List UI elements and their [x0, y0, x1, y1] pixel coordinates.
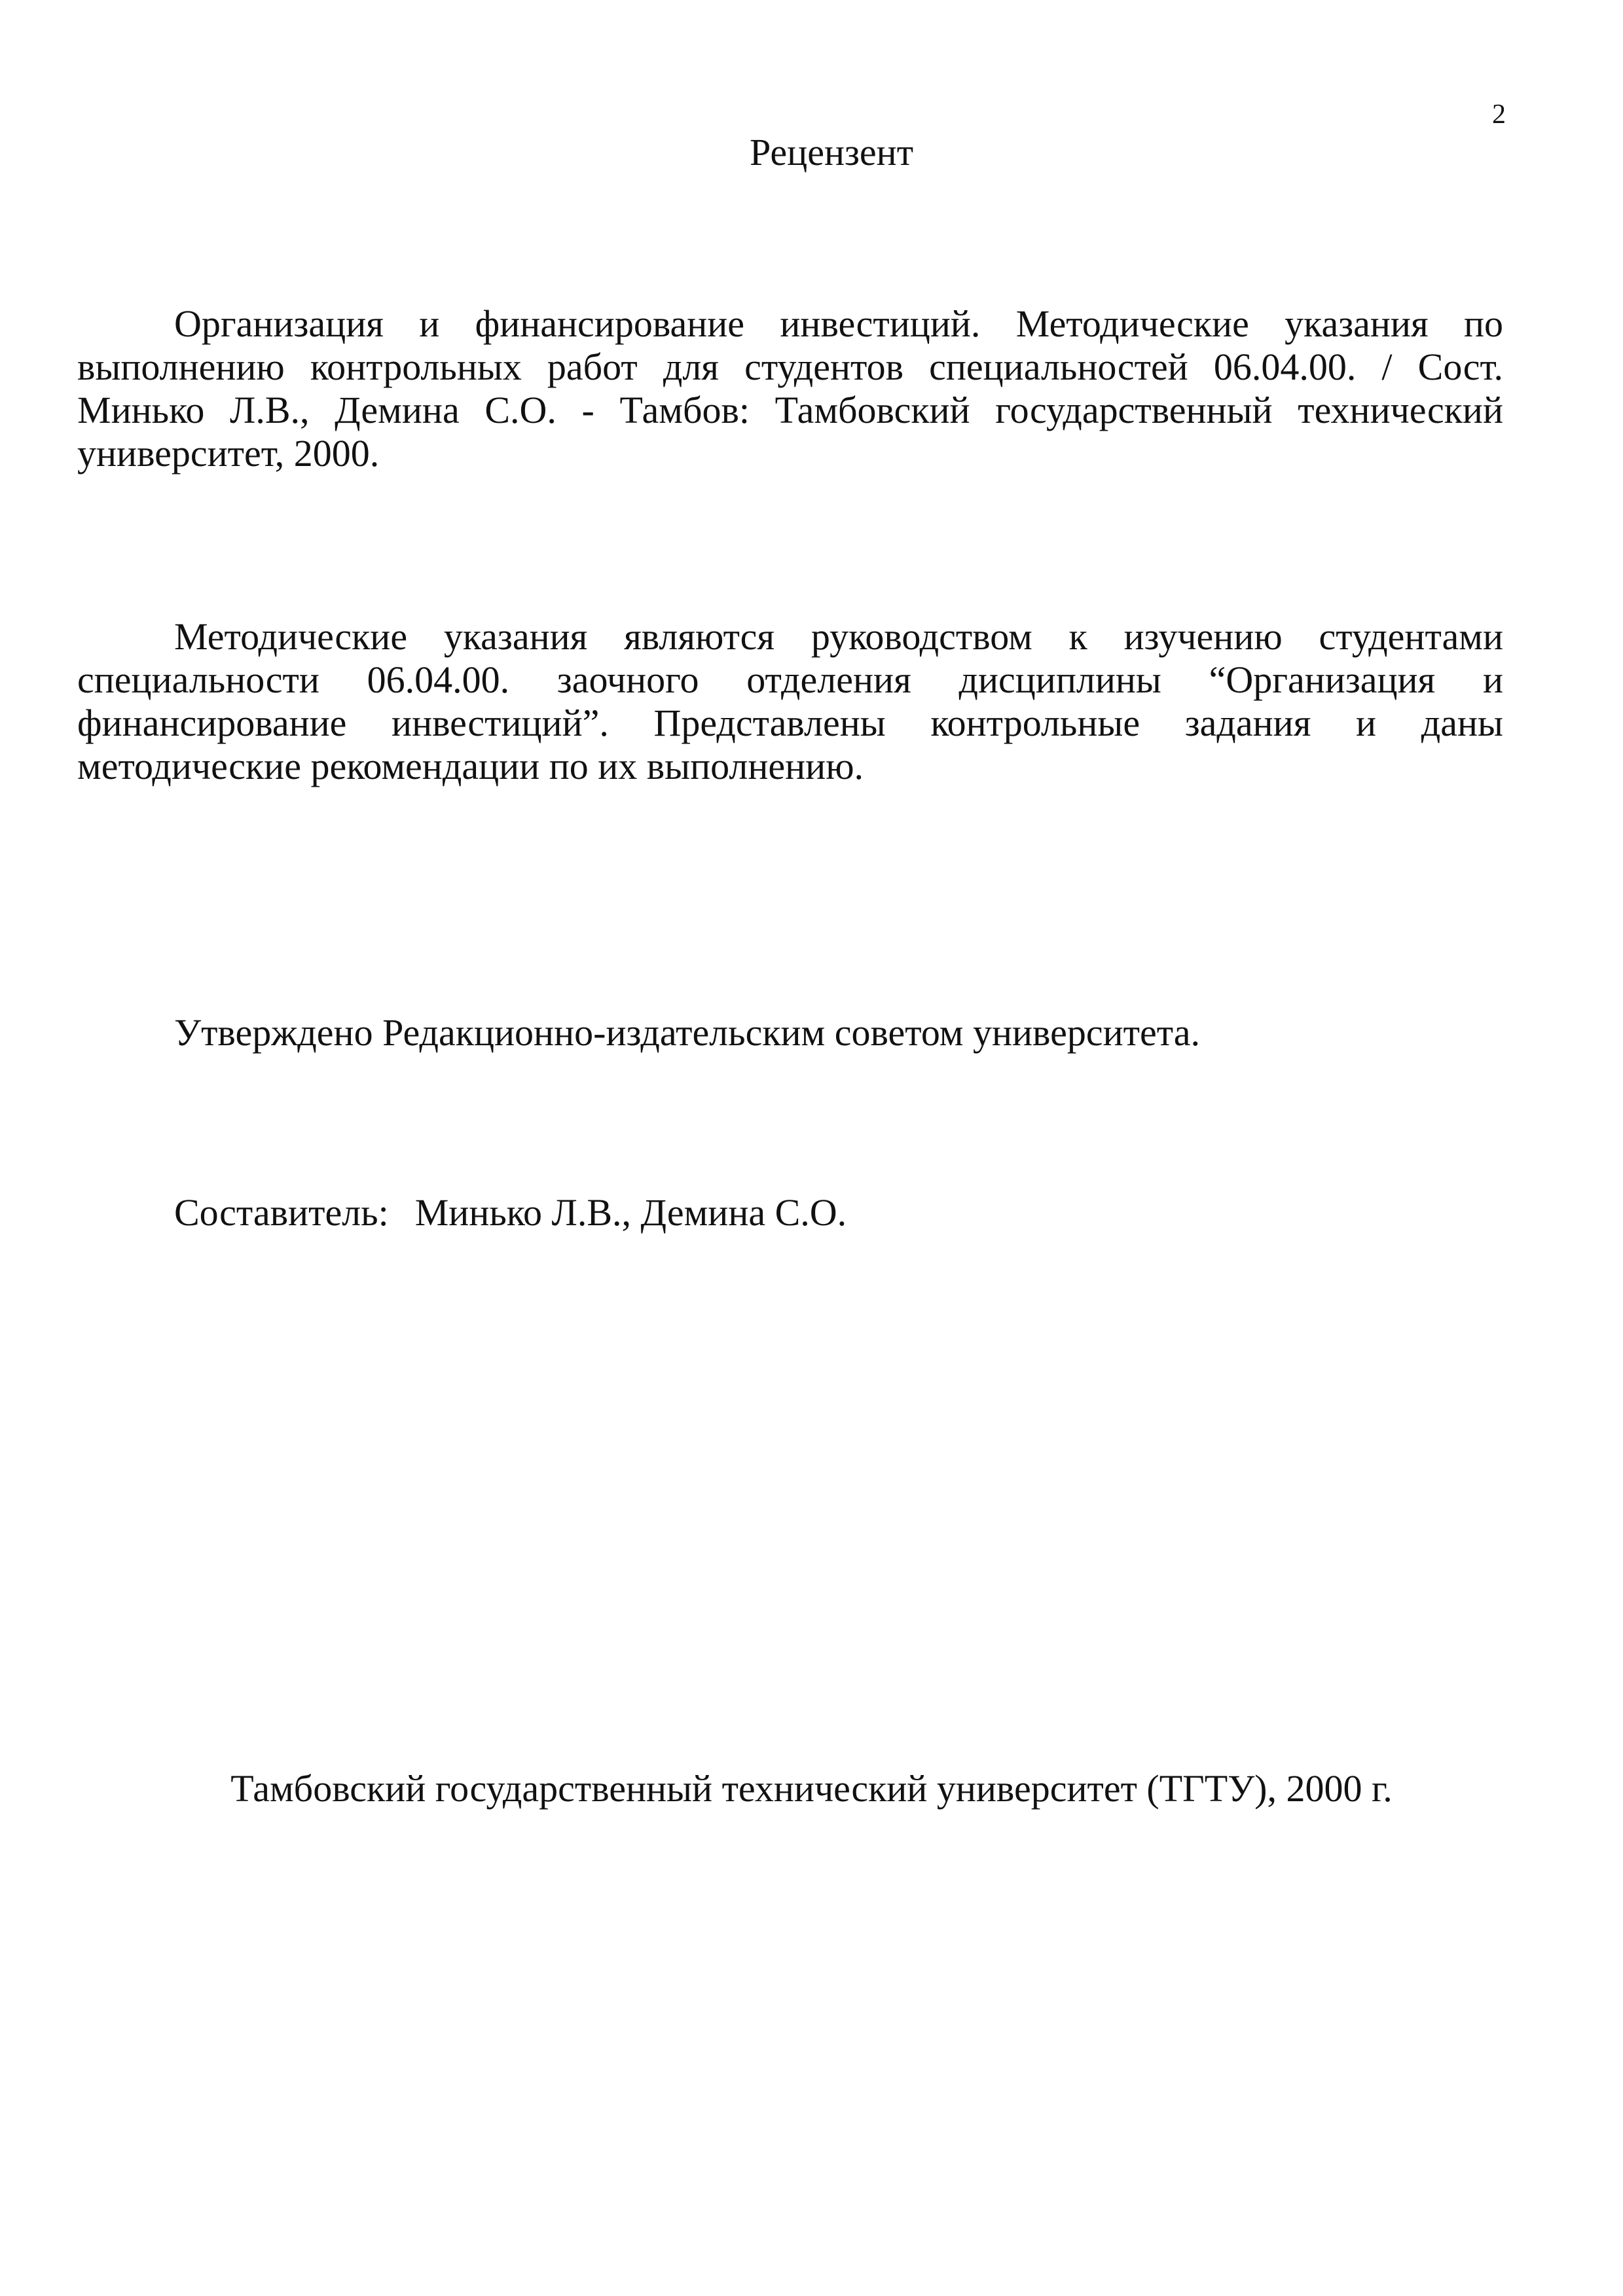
annotation-paragraph: Методические указания являются руководством к изучению студентами специальности 06.04.00. заочного отделения дисциплины “Организация и финансирование инвестиций”. Представлены контрольные задания и даны методические рекомендации по их выполнению. — [77, 615, 1503, 787]
compiler-line — [174, 1191, 847, 1234]
reviewer-heading: Рецензент — [749, 131, 914, 173]
approval-statement: Утверждено Редакционно-издательским советом университета. — [174, 1011, 1200, 1054]
page-number: 2 — [1492, 99, 1506, 130]
compiler-names: Минько Л.В., Демина С.О. — [414, 1191, 847, 1234]
bibliographic-description: Организация и финансирование инвестиций. Методические указания по выполнению контрольных работ для студентов специальностей 06.04.00. / Сост. Минько Л.В., Демина С.О. - Тамбов: Тамбовский государственный технический университет, 2000. — [77, 302, 1503, 475]
compiler-label: Составитель: — [174, 1191, 389, 1234]
publisher-footer: Тамбовский государственный технический университет (ТГТУ), 2000 г. — [230, 1767, 1393, 1810]
